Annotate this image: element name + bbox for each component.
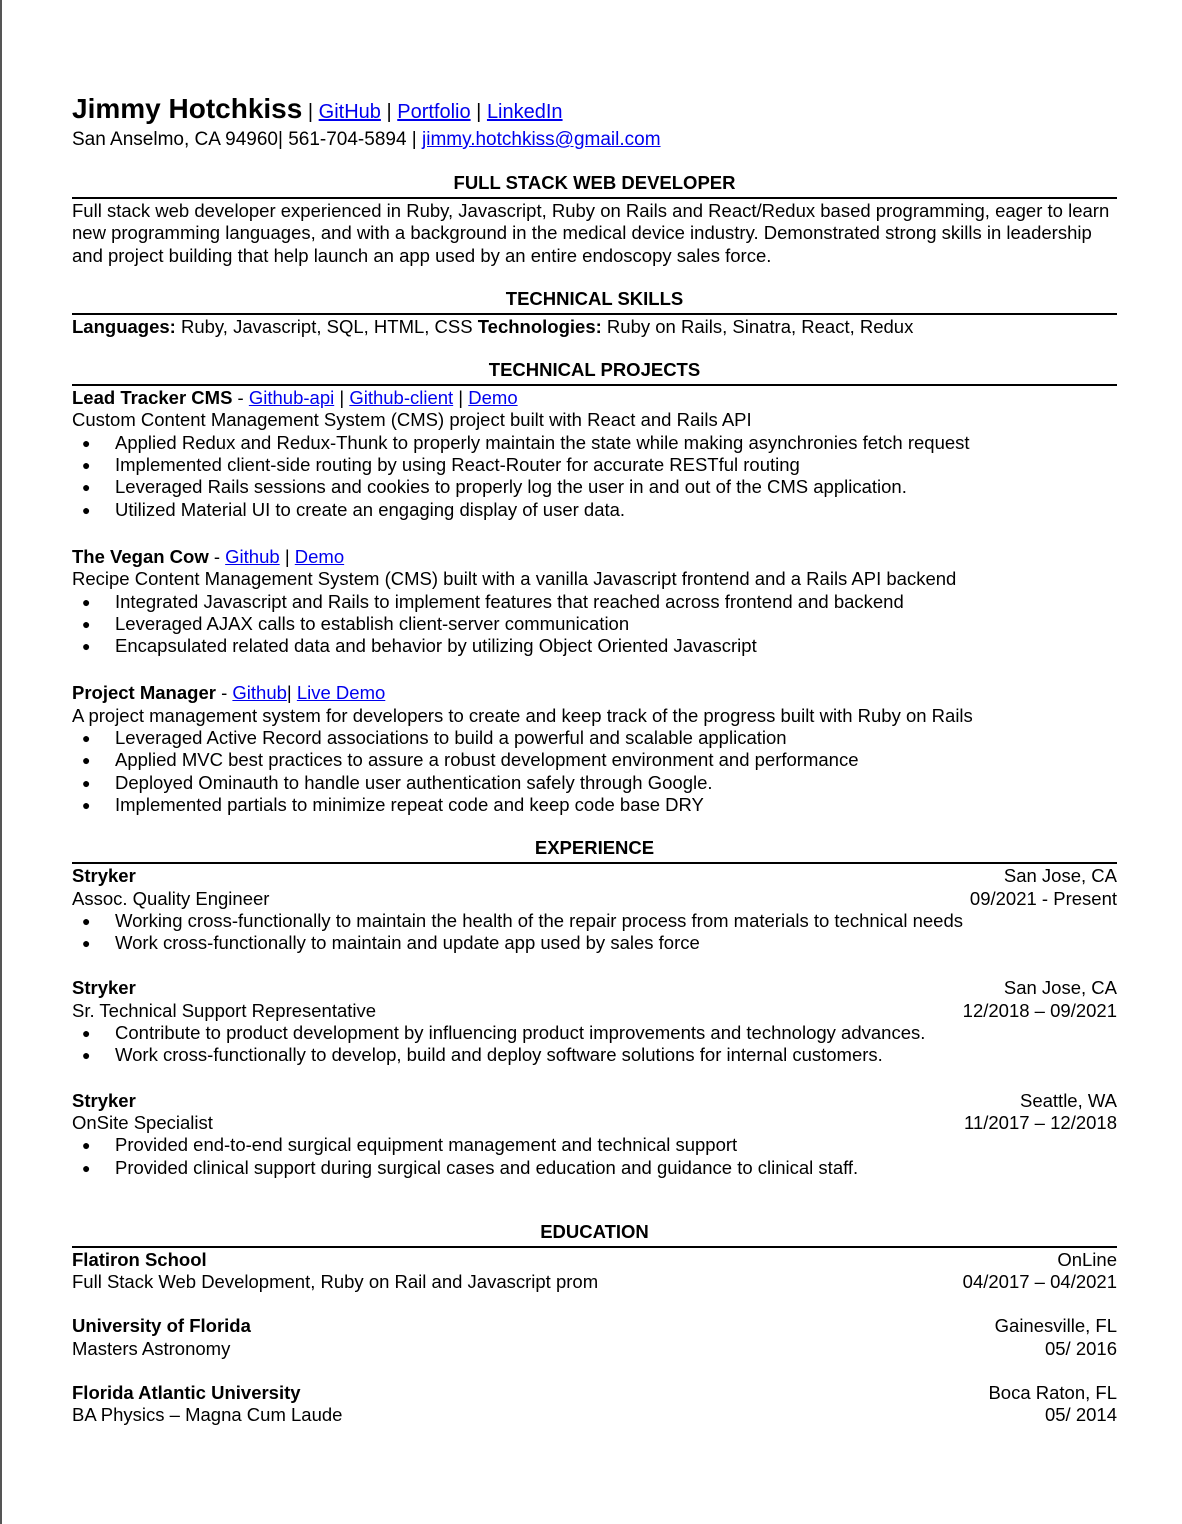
bullet-icon: ● <box>82 615 91 632</box>
experience-entry <box>72 865 1117 954</box>
separator: | <box>453 387 469 409</box>
location: San Jose, CA <box>1003 865 1117 887</box>
list-item: ● Leveraged AJAX calls to establish client-server communication <box>82 612 630 634</box>
project-entry <box>72 682 1117 816</box>
date-range: 05/ 2016 <box>1044 1337 1117 1359</box>
school-name: University of Florida <box>72 1315 251 1337</box>
date-range: 05/ 2014 <box>1044 1404 1117 1426</box>
location: Seattle, WA <box>1020 1089 1117 1111</box>
degree: Full Stack Web Development, Ruby on Rail and Javascript prom <box>72 1271 599 1293</box>
location: Boca Raton, FL <box>988 1381 1117 1403</box>
project-bullets <box>72 432 1117 521</box>
separator: | <box>334 387 350 409</box>
section-title-skills: TECHNICAL SKILLS <box>72 287 1117 315</box>
bullet-icon: ● <box>82 501 91 518</box>
separator: | <box>286 682 297 704</box>
github-link[interactable]: Github <box>232 682 287 704</box>
languages-value: Ruby, Javascript, SQL, HTML, CSS <box>180 315 473 337</box>
location: OnLine <box>1057 1248 1117 1270</box>
location: San Jose, CA <box>1003 977 1117 999</box>
list-item: ● Provided end-to-end surgical equipment management and technical support <box>82 1134 738 1156</box>
technologies-value: Ruby on Rails, Sinatra, React, Redux <box>606 315 914 337</box>
email-link[interactable]: jimmy.hotchkiss@gmail.com <box>422 129 661 150</box>
date-range: 11/2017 – 12/2018 <box>964 1111 1117 1133</box>
list-item: ● Implemented client-side routing by using React-Router for accurate RESTful routing <box>82 454 800 476</box>
languages-label: Languages: <box>72 315 176 337</box>
candidate-name: Jimmy Hotchkiss <box>72 93 303 124</box>
github-api-link[interactable]: Github-api <box>248 387 335 409</box>
experience-entry <box>72 1090 1117 1179</box>
bullet-icon: ● <box>82 457 91 474</box>
bullet-icon: ● <box>82 752 91 769</box>
list-item: ● Integrated Javascript and Rails to implement features that reached across frontend and backend <box>82 590 904 612</box>
list-item: ● Leveraged Active Record associations to build a powerful and scalable application <box>82 727 787 749</box>
project-description: Recipe Content Management System (CMS) built with a vanilla Javascript frontend and a Rails API backend <box>72 568 957 590</box>
bullet-icon: ● <box>82 1047 91 1064</box>
education-entry <box>72 1382 1117 1427</box>
bullet-icon: ● <box>82 912 91 929</box>
job-title: OnSite Specialist <box>72 1111 213 1133</box>
linkedin-link[interactable]: LinkedIn <box>486 101 563 123</box>
separator: | <box>279 545 295 567</box>
github-link[interactable]: GitHub <box>318 101 381 123</box>
separator: | <box>386 101 392 123</box>
job-title: Assoc. Quality Engineer <box>72 887 270 909</box>
bullet-icon: ● <box>82 1159 91 1176</box>
bullet-icon: ● <box>82 796 91 813</box>
list-item: ● Utilized Material UI to create an engaging display of user data. <box>82 498 626 520</box>
resume-page <box>72 94 1117 1427</box>
list-item: ● Encapsulated related data and behavior by utilizing Object Oriented Javascript <box>82 635 757 657</box>
section-title-experience: EXPERIENCE <box>72 836 1117 864</box>
experience-entry <box>72 977 1117 1066</box>
dash: - <box>208 545 226 567</box>
company-name: Stryker <box>72 1089 136 1111</box>
list-item: ● Deployed Ominauth to handle user authentication safely through Google. <box>82 771 713 793</box>
school-name: Flatiron School <box>72 1248 207 1270</box>
experience-bullets <box>72 910 1117 955</box>
experience-bullets <box>72 1022 1117 1067</box>
list-item: ● Working cross-functionally to maintain the health of the repair process from materials to technical needs <box>82 909 963 931</box>
bullet-icon: ● <box>82 730 91 747</box>
date-range: 12/2018 – 09/2021 <box>962 999 1117 1021</box>
list-item: ● Leveraged Rails sessions and cookies to properly log the user in and out of the CMS application. <box>82 476 907 498</box>
bullet-icon: ● <box>82 434 91 451</box>
page-edge <box>0 0 2 1524</box>
project-heading <box>72 682 1117 704</box>
company-name: Stryker <box>72 977 136 999</box>
degree: Masters Astronomy <box>72 1337 231 1359</box>
bullet-icon: ● <box>82 1137 91 1154</box>
project-description: Custom Content Management System (CMS) project built with React and Rails API <box>72 409 752 431</box>
demo-link[interactable]: Demo <box>468 387 518 409</box>
bullet-icon: ● <box>82 935 91 952</box>
dash: - <box>232 387 249 409</box>
education-entry <box>72 1315 1117 1360</box>
list-item: ● Implemented partials to minimize repeat code and keep code base DRY <box>82 793 704 815</box>
project-name: Lead Tracker CMS <box>72 387 233 409</box>
project-description: A project management system for developers to create and keep track of the progress built with Ruby on Rails <box>72 704 973 726</box>
github-client-link[interactable]: Github-client <box>349 387 454 409</box>
degree: BA Physics – Magna Cum Laude <box>72 1404 343 1426</box>
portfolio-link[interactable]: Portfolio <box>397 101 471 123</box>
school-name: Florida Atlantic University <box>72 1381 301 1403</box>
summary-text: Full stack web developer experienced in Ruby, Javascript, Ruby on Rails and React/Redux based programming, eager to learn new programming languages, and with a background in the medical device industry. Demonstrated strong skills in leadership and project building that help launch an app used by an entire endoscopy sales force. <box>72 200 1110 266</box>
date-range: 04/2017 – 04/2021 <box>962 1271 1117 1293</box>
list-item: ● Provided clinical support during surgical cases and education and guidance to clinical staff. <box>82 1156 859 1178</box>
technologies-label: Technologies: <box>477 315 602 337</box>
experience-bullets <box>72 1134 1117 1179</box>
github-link[interactable]: Github <box>225 545 280 567</box>
list-item: ● Work cross-functionally to develop, build and deploy software solutions for internal customers. <box>82 1044 883 1066</box>
section-title-projects: TECHNICAL PROJECTS <box>72 358 1117 386</box>
contact-text: San Anselmo, CA 94960| 561-704-5894 | <box>72 129 417 150</box>
list-item: ● Work cross-functionally to maintain and update app used by sales force <box>82 932 700 954</box>
project-heading <box>72 546 1117 568</box>
date-range: 09/2021 - Present <box>969 887 1117 909</box>
company-name: Stryker <box>72 865 136 887</box>
separator: | <box>476 101 482 123</box>
bullet-icon: ● <box>82 638 91 655</box>
project-bullets <box>72 727 1117 816</box>
skills-line <box>72 316 1117 338</box>
bullet-icon: ● <box>82 593 91 610</box>
list-item: ● Applied Redux and Redux-Thunk to properly maintain the state while making asynchronies fetch request <box>82 431 970 453</box>
list-item: ● Applied MVC best practices to assure a robust development environment and performance <box>82 749 859 771</box>
project-entry <box>72 387 1117 521</box>
project-name: Project Manager <box>72 682 216 704</box>
section-title-summary: FULL STACK WEB DEVELOPER <box>72 171 1117 199</box>
list-item: ● Contribute to product development by influencing product improvements and technology advances. <box>82 1022 926 1044</box>
job-title: Sr. Technical Support Representative <box>72 999 377 1021</box>
project-entry <box>72 546 1117 657</box>
bullet-icon: ● <box>82 774 91 791</box>
project-bullets <box>72 591 1117 658</box>
project-name: The Vegan Cow <box>72 545 209 567</box>
contact-line <box>72 127 1117 153</box>
header <box>72 94 1117 127</box>
location: Gainesville, FL <box>994 1315 1117 1337</box>
dash: - <box>215 682 233 704</box>
project-heading <box>72 387 1117 409</box>
section-title-education: EDUCATION <box>72 1220 1117 1248</box>
bullet-icon: ● <box>82 479 91 496</box>
live-demo-link[interactable]: Live Demo <box>296 682 386 704</box>
education-entry <box>72 1249 1117 1294</box>
separator: | <box>307 101 314 123</box>
demo-link[interactable]: Demo <box>294 545 345 567</box>
bullet-icon: ● <box>82 1025 91 1042</box>
